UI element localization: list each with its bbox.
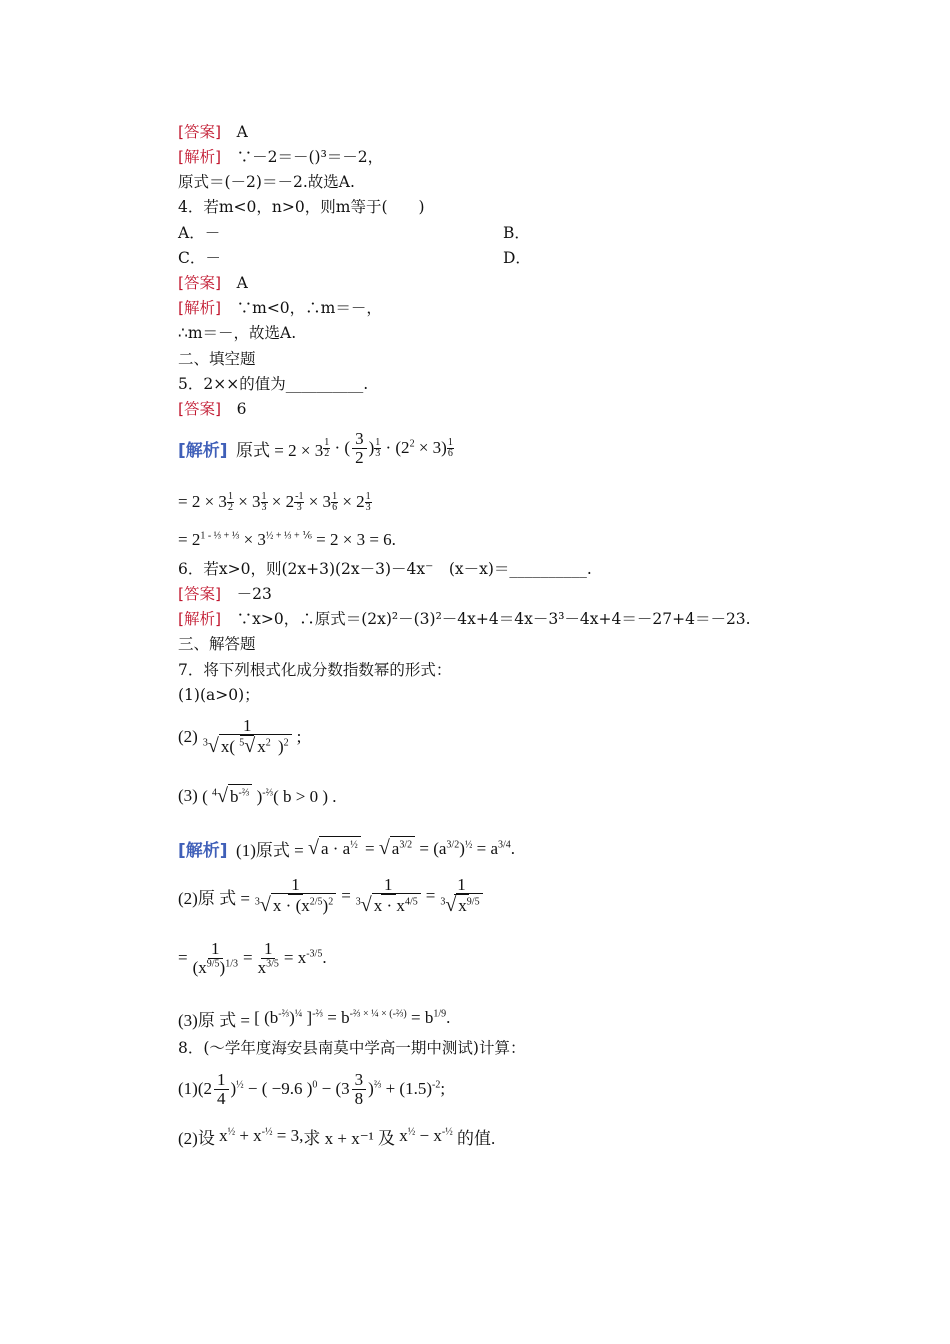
question-8: 8．(～学年度海安县南莫中学高一期中测试)计算： [178,1039,526,1057]
question-7-part1: (1)(a>0)； [178,686,260,704]
analysis-tag: [解析] [178,440,228,461]
answer-line [178,399,247,419]
math-text: (2)设 [178,1128,215,1148]
analysis-line [178,298,382,318]
analysis-tag: [解析] [178,299,222,317]
math-text: 原式 = 2 × 3 [236,440,324,460]
text-line: 原式＝(－2)＝－2.故选A. [178,173,355,191]
answer-line [178,122,248,142]
analysis-text: ∵m<0，∴m＝－， [236,299,382,317]
answer-value: －23 [236,585,272,603]
question-7-part2: (2) $\frac{1}{^3√ x( ^5√ x^2 )^2}$ ; [178,716,302,757]
math-q7-solution3: (3)原 式 = [ $(b^{-\frac{2}{3}})^{\frac{1}{4}}$ ]$^{-\frac{2}{3}} = b^{-\frac{2}{3} \times \frac{1}{4} \times (-\frac{2}{3})} = b^{1/9}$. [178,1002,450,1034]
math-text: (2)原 式 = [178,888,250,908]
math-q7-solution1: [解析] (1)原式 = √ $a \cdot a^{\frac{1}{2}}$ = √ $a^{3/2} = (a^{3/2})^{\frac{1}{2}} = a^{3/4}$. [178,836,516,861]
option-row [178,223,530,243]
question-7: 7．将下列根式化成分数指数幂的形式： [178,661,452,679]
answer-tag: [答案] [178,123,222,141]
option-a: A．－ [178,224,221,242]
math-text: 求 x + x⁻¹ 及 [303,1128,396,1148]
option-d: D． [503,249,531,267]
answer-tag: [答案] [178,585,222,603]
analysis-tag: [解析] [178,610,222,628]
option-b: B． [503,224,530,242]
analysis-text: ∵x>0，∴原式＝(2x)²－(3)²－4x+4＝4x－3³－4x+4＝－27+4＝－23. [236,610,751,628]
option-row [178,248,531,268]
answer-value: 6 [236,400,247,418]
answer-line [178,584,272,604]
math-q5-line2: = 2 × 3 $\frac{1}{2}$ × 3 $\frac{1}{3}$ × 2 $\frac{-1}{3}$ × 3 $\frac{1}{6}$ × 2 1 3 [178,490,371,513]
answer-line [178,273,248,293]
analysis-text: ∵－2＝－()³＝－2， [236,148,384,166]
section-heading: 三、解答题 [178,635,256,653]
question-5: 5．2××的值为__________. [178,375,369,393]
math-text: 的值. [456,1128,496,1148]
math-text: (1)原式 = [236,840,304,860]
analysis-line [178,147,383,167]
option-c: C．－ [178,249,221,267]
text-line: ∴m＝－，故选A. [178,324,297,342]
math-text: (3) [178,786,198,805]
question-6: 6．若x>0，则(2x+3)(2x－3)－4x⁻ (x－x)＝__________. [178,560,592,578]
answer-value: A [236,123,248,141]
analysis-tag: [解析] [178,148,222,166]
math-q5-line3: = $2^{1 - \frac{1}{3} + \frac{1}{3}} \times 3^{\frac{1}{2} + \frac{1}{3} + \frac{1}{6}} = 2 \times 3 = 6$. [178,530,396,549]
question-8-part1: (1) (2 $\frac{1}{4}$ )$^{\frac{1}{2}}$ − ( −9.6 )$^0$ − (3 $\frac{3}{8}$ )$^{\frac{2}{3}} + (1.5)^{-2}$; [178,1069,446,1108]
answer-value: A [236,274,248,292]
question-4: 4．若m<0，n>0，则m等于( ) [178,198,425,216]
analysis-line [178,609,751,629]
answer-tag: [答案] [178,274,222,292]
math-text: (1) [178,1079,198,1098]
question-8-part2: (2)设 $x^{\frac{1}{2}} + x^{-\frac{1}{2}} = 3$, 求 x + x⁻¹ 及 $x^{\frac{1}{2}} - x^{-\frac{1}{2}}$ 的值. [178,1120,495,1152]
analysis-tag: [解析] [178,840,228,861]
math-text: (3)原 式 = [178,1010,250,1030]
math-q7-solution2b: = $\frac{1}{(x^{9/5})^{1/3}}$ = $\frac{1}{x^{3/5}}$ = $x^{-3/5}$. [178,938,327,977]
answer-tag: [答案] [178,400,222,418]
question-7-part3: (3) ( $^4$√ $b^{-\frac{2}{3}}$ )$^{-\frac{2}{3}}$( b > 0 ) . [178,784,337,807]
math-q7-solution2: (2)原 式 = $\frac{1}{^3√ x \cdot (x^{2/5})^2}$ = $\frac{1}{^3√ x \cdot x^{4/5}}$ = $\frac{1}{^3√ x^{9/5}}$ [178,868,488,924]
section-heading: 二、填空题 [178,350,256,368]
math-q5-line1: [解析] 原式 = 2 × 3 1 2 · ( $\frac{3}{2}$ ) 1 3 · $(2^2 \times 3)$ 1 6 [178,428,453,467]
